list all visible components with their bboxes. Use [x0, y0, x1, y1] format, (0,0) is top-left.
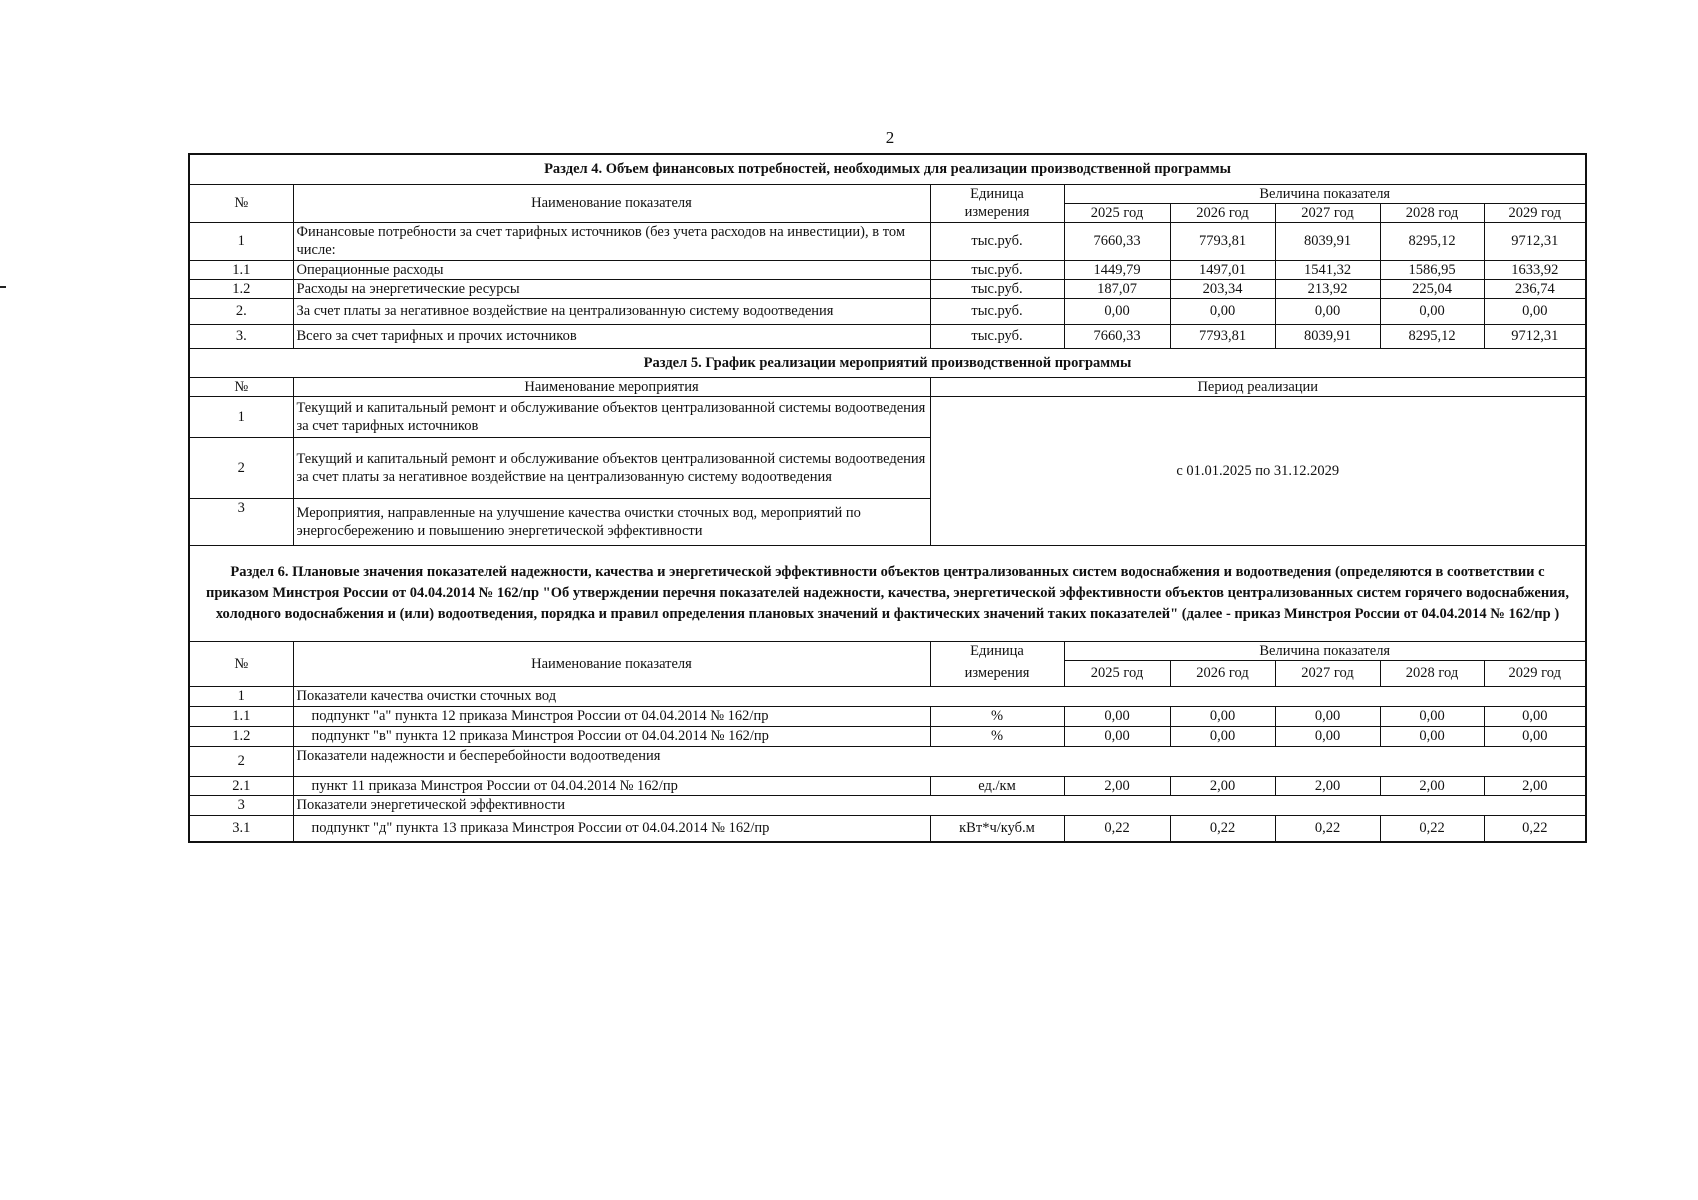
row-name: Мероприятия, направленные на улучшение качества очистки сточных вод, мероприятий по энергосбережению и повышению энергетической эффективности — [293, 498, 930, 545]
section4-hdr-unit-2: измерения — [930, 203, 1064, 222]
row-num: 2 — [189, 437, 293, 498]
row-value: 203,34 — [1170, 279, 1275, 298]
production-program-table — [188, 153, 1587, 843]
section4-hdr-name: Наименование показателя — [293, 184, 930, 222]
row-value: 8039,91 — [1275, 324, 1380, 348]
section6-hdr-name: Наименование показателя — [293, 641, 930, 686]
row-name: Всего за счет тарифных и прочих источников — [293, 324, 930, 348]
section5-header-row — [189, 377, 1586, 396]
row-num: 3. — [189, 324, 293, 348]
row-num: 2. — [189, 298, 293, 324]
row-num: 1.1 — [189, 706, 293, 726]
row-value: 1449,79 — [1064, 260, 1170, 279]
row-value: 7660,33 — [1064, 222, 1170, 260]
row-num: 1.2 — [189, 279, 293, 298]
section6-year: 2028 год — [1380, 660, 1484, 686]
row-value: 8295,12 — [1380, 324, 1484, 348]
row-unit: тыс.руб. — [930, 324, 1064, 348]
row-value: 2,00 — [1275, 776, 1380, 795]
row-value: 0,22 — [1275, 815, 1380, 842]
row-value: 9712,31 — [1484, 324, 1586, 348]
row-unit: % — [930, 726, 1064, 746]
row-name: Операционные расходы — [293, 260, 930, 279]
table-row — [189, 279, 1586, 298]
section4-year: 2025 год — [1064, 203, 1170, 222]
row-value: 0,00 — [1484, 726, 1586, 746]
section6-header-row — [189, 641, 1586, 660]
row-unit: ед./км — [930, 776, 1064, 795]
section6-hdr-value: Величина показателя — [1064, 641, 1586, 660]
row-name: Текущий и капитальный ремонт и обслуживание объектов централизованной системы водоотведения за счет платы за негативное воздействие на централизованную систему водоотведения — [293, 437, 930, 498]
row-unit: тыс.руб. — [930, 298, 1064, 324]
row-name: Финансовые потребности за счет тарифных источников (без учета расходов на инвестиции), в том числе: — [293, 222, 930, 260]
section6-hdr-num: № — [189, 641, 293, 686]
row-value: 0,00 — [1170, 706, 1275, 726]
row-value: 2,00 — [1484, 776, 1586, 795]
group-name: Показатели качества очистки сточных вод — [293, 686, 1586, 706]
section4-title-row — [189, 154, 1586, 184]
row-value: 236,74 — [1484, 279, 1586, 298]
section5-period: с 01.01.2025 по 31.12.2029 — [930, 396, 1586, 545]
row-value: 8295,12 — [1380, 222, 1484, 260]
row-value: 0,22 — [1170, 815, 1275, 842]
row-name: подпункт "в" пункта 12 приказа Минстроя России от 04.04.2014 № 162/пр — [293, 726, 930, 746]
row-value: 2,00 — [1170, 776, 1275, 795]
section5-title: Раздел 5. График реализации мероприятий производственной программы — [189, 348, 1586, 377]
row-value: 7793,81 — [1170, 222, 1275, 260]
row-value: 7660,33 — [1064, 324, 1170, 348]
row-value: 1586,95 — [1380, 260, 1484, 279]
row-value: 0,00 — [1275, 298, 1380, 324]
section5-hdr-period: Период реализации — [930, 377, 1586, 396]
section4-hdr-value: Величина показателя — [1064, 184, 1586, 203]
section6-year: 2029 год — [1484, 660, 1586, 686]
row-value: 187,07 — [1064, 279, 1170, 298]
row-value: 0,00 — [1380, 298, 1484, 324]
group-row — [189, 795, 1586, 815]
group-row — [189, 746, 1586, 776]
row-unit: тыс.руб. — [930, 260, 1064, 279]
row-value: 0,00 — [1380, 726, 1484, 746]
section4-title: Раздел 4. Объем финансовых потребностей, необходимых для реализации производственной программы — [189, 154, 1586, 184]
row-num: 3.1 — [189, 815, 293, 842]
row-value: 1497,01 — [1170, 260, 1275, 279]
row-name: подпункт "д" пункта 13 приказа Минстроя России от 04.04.2014 № 162/пр — [293, 815, 930, 842]
row-value: 0,00 — [1484, 706, 1586, 726]
row-value: 1633,92 — [1484, 260, 1586, 279]
row-value: 0,00 — [1170, 726, 1275, 746]
section6-hdr-unit-2: измерения — [930, 660, 1064, 686]
row-num: 2.1 — [189, 776, 293, 795]
table-row — [189, 260, 1586, 279]
row-value: 0,00 — [1064, 706, 1170, 726]
row-name: подпункт "а" пункта 12 приказа Минстроя России от 04.04.2014 № 162/пр — [293, 706, 930, 726]
group-name: Показатели надежности и бесперебойности водоотведения — [293, 746, 1586, 776]
row-value: 225,04 — [1380, 279, 1484, 298]
row-num: 1.2 — [189, 726, 293, 746]
row-unit: % — [930, 706, 1064, 726]
section5-hdr-num: № — [189, 377, 293, 396]
row-num: 1 — [189, 396, 293, 437]
section5-hdr-name: Наименование мероприятия — [293, 377, 930, 396]
group-name: Показатели энергетической эффективности — [293, 795, 1586, 815]
row-value: 1541,32 — [1275, 260, 1380, 279]
table-row — [189, 324, 1586, 348]
row-unit: тыс.руб. — [930, 222, 1064, 260]
table-row — [189, 776, 1586, 795]
row-value: 0,00 — [1170, 298, 1275, 324]
section4-hdr-num: № — [189, 184, 293, 222]
section6-year: 2025 год — [1064, 660, 1170, 686]
margin-mark — [0, 286, 6, 288]
group-row — [189, 686, 1586, 706]
row-value: 0,00 — [1064, 298, 1170, 324]
row-value: 9712,31 — [1484, 222, 1586, 260]
row-value: 0,00 — [1380, 706, 1484, 726]
row-value: 0,22 — [1484, 815, 1586, 842]
row-unit: кВт*ч/куб.м — [930, 815, 1064, 842]
row-value: 2,00 — [1064, 776, 1170, 795]
group-num: 3 — [189, 795, 293, 815]
row-name: Текущий и капитальный ремонт и обслуживание объектов централизованной системы водоотведения за счет тарифных источников — [293, 396, 930, 437]
row-value: 8039,91 — [1275, 222, 1380, 260]
section6-title-row — [189, 545, 1586, 641]
table-row — [189, 706, 1586, 726]
section4-header-row — [189, 184, 1586, 203]
group-num: 1 — [189, 686, 293, 706]
row-value: 0,00 — [1064, 726, 1170, 746]
section6-year: 2026 год — [1170, 660, 1275, 686]
section5-title-row — [189, 348, 1586, 377]
row-name: пункт 11 приказа Минстроя России от 04.04.2014 № 162/пр — [293, 776, 930, 795]
table-row — [189, 815, 1586, 842]
row-value: 2,00 — [1380, 776, 1484, 795]
row-value: 0,00 — [1275, 726, 1380, 746]
group-num: 2 — [189, 746, 293, 776]
section6-year: 2027 год — [1275, 660, 1380, 686]
table-row — [189, 222, 1586, 260]
row-num: 1 — [189, 222, 293, 260]
section6-title: Раздел 6. Плановые значения показателей надежности, качества и энергетической эффективности объектов централизованных систем водоснабжения и водоотведения (определяются в соответствии с приказом Минстроя России от 04.04.2014 № 162/пр "Об утверждении перечня показателей надежности, качества, энергетической эффективности объектов централизованных систем горячего водоснабжения, холодного водоснабжения и (или) водоотведения, порядка и правил определения плановых значений и фактических значений таких показателей" (далее - приказ Минстроя России от 04.04.2014 № 162/пр ) — [189, 545, 1586, 641]
row-value: 0,22 — [1380, 815, 1484, 842]
row-unit: тыс.руб. — [930, 279, 1064, 298]
row-num: 3 — [189, 498, 293, 545]
section4-year: 2029 год — [1484, 203, 1586, 222]
row-name: Расходы на энергетические ресурсы — [293, 279, 930, 298]
section4-year: 2028 год — [1380, 203, 1484, 222]
section4-hdr-unit-1: Единица — [930, 184, 1064, 203]
row-value: 0,00 — [1275, 706, 1380, 726]
row-value: 7793,81 — [1170, 324, 1275, 348]
row-value: 0,22 — [1064, 815, 1170, 842]
row-value: 213,92 — [1275, 279, 1380, 298]
section6-hdr-unit-1: Единица — [930, 641, 1064, 660]
page-number: 2 — [885, 128, 895, 147]
section4-year: 2027 год — [1275, 203, 1380, 222]
row-value: 0,00 — [1484, 298, 1586, 324]
row-num: 1.1 — [189, 260, 293, 279]
table-row — [189, 396, 1586, 437]
table-row — [189, 726, 1586, 746]
row-name: За счет платы за негативное воздействие на централизованную систему водоотведения — [293, 298, 930, 324]
table-row — [189, 298, 1586, 324]
section4-year: 2026 год — [1170, 203, 1275, 222]
